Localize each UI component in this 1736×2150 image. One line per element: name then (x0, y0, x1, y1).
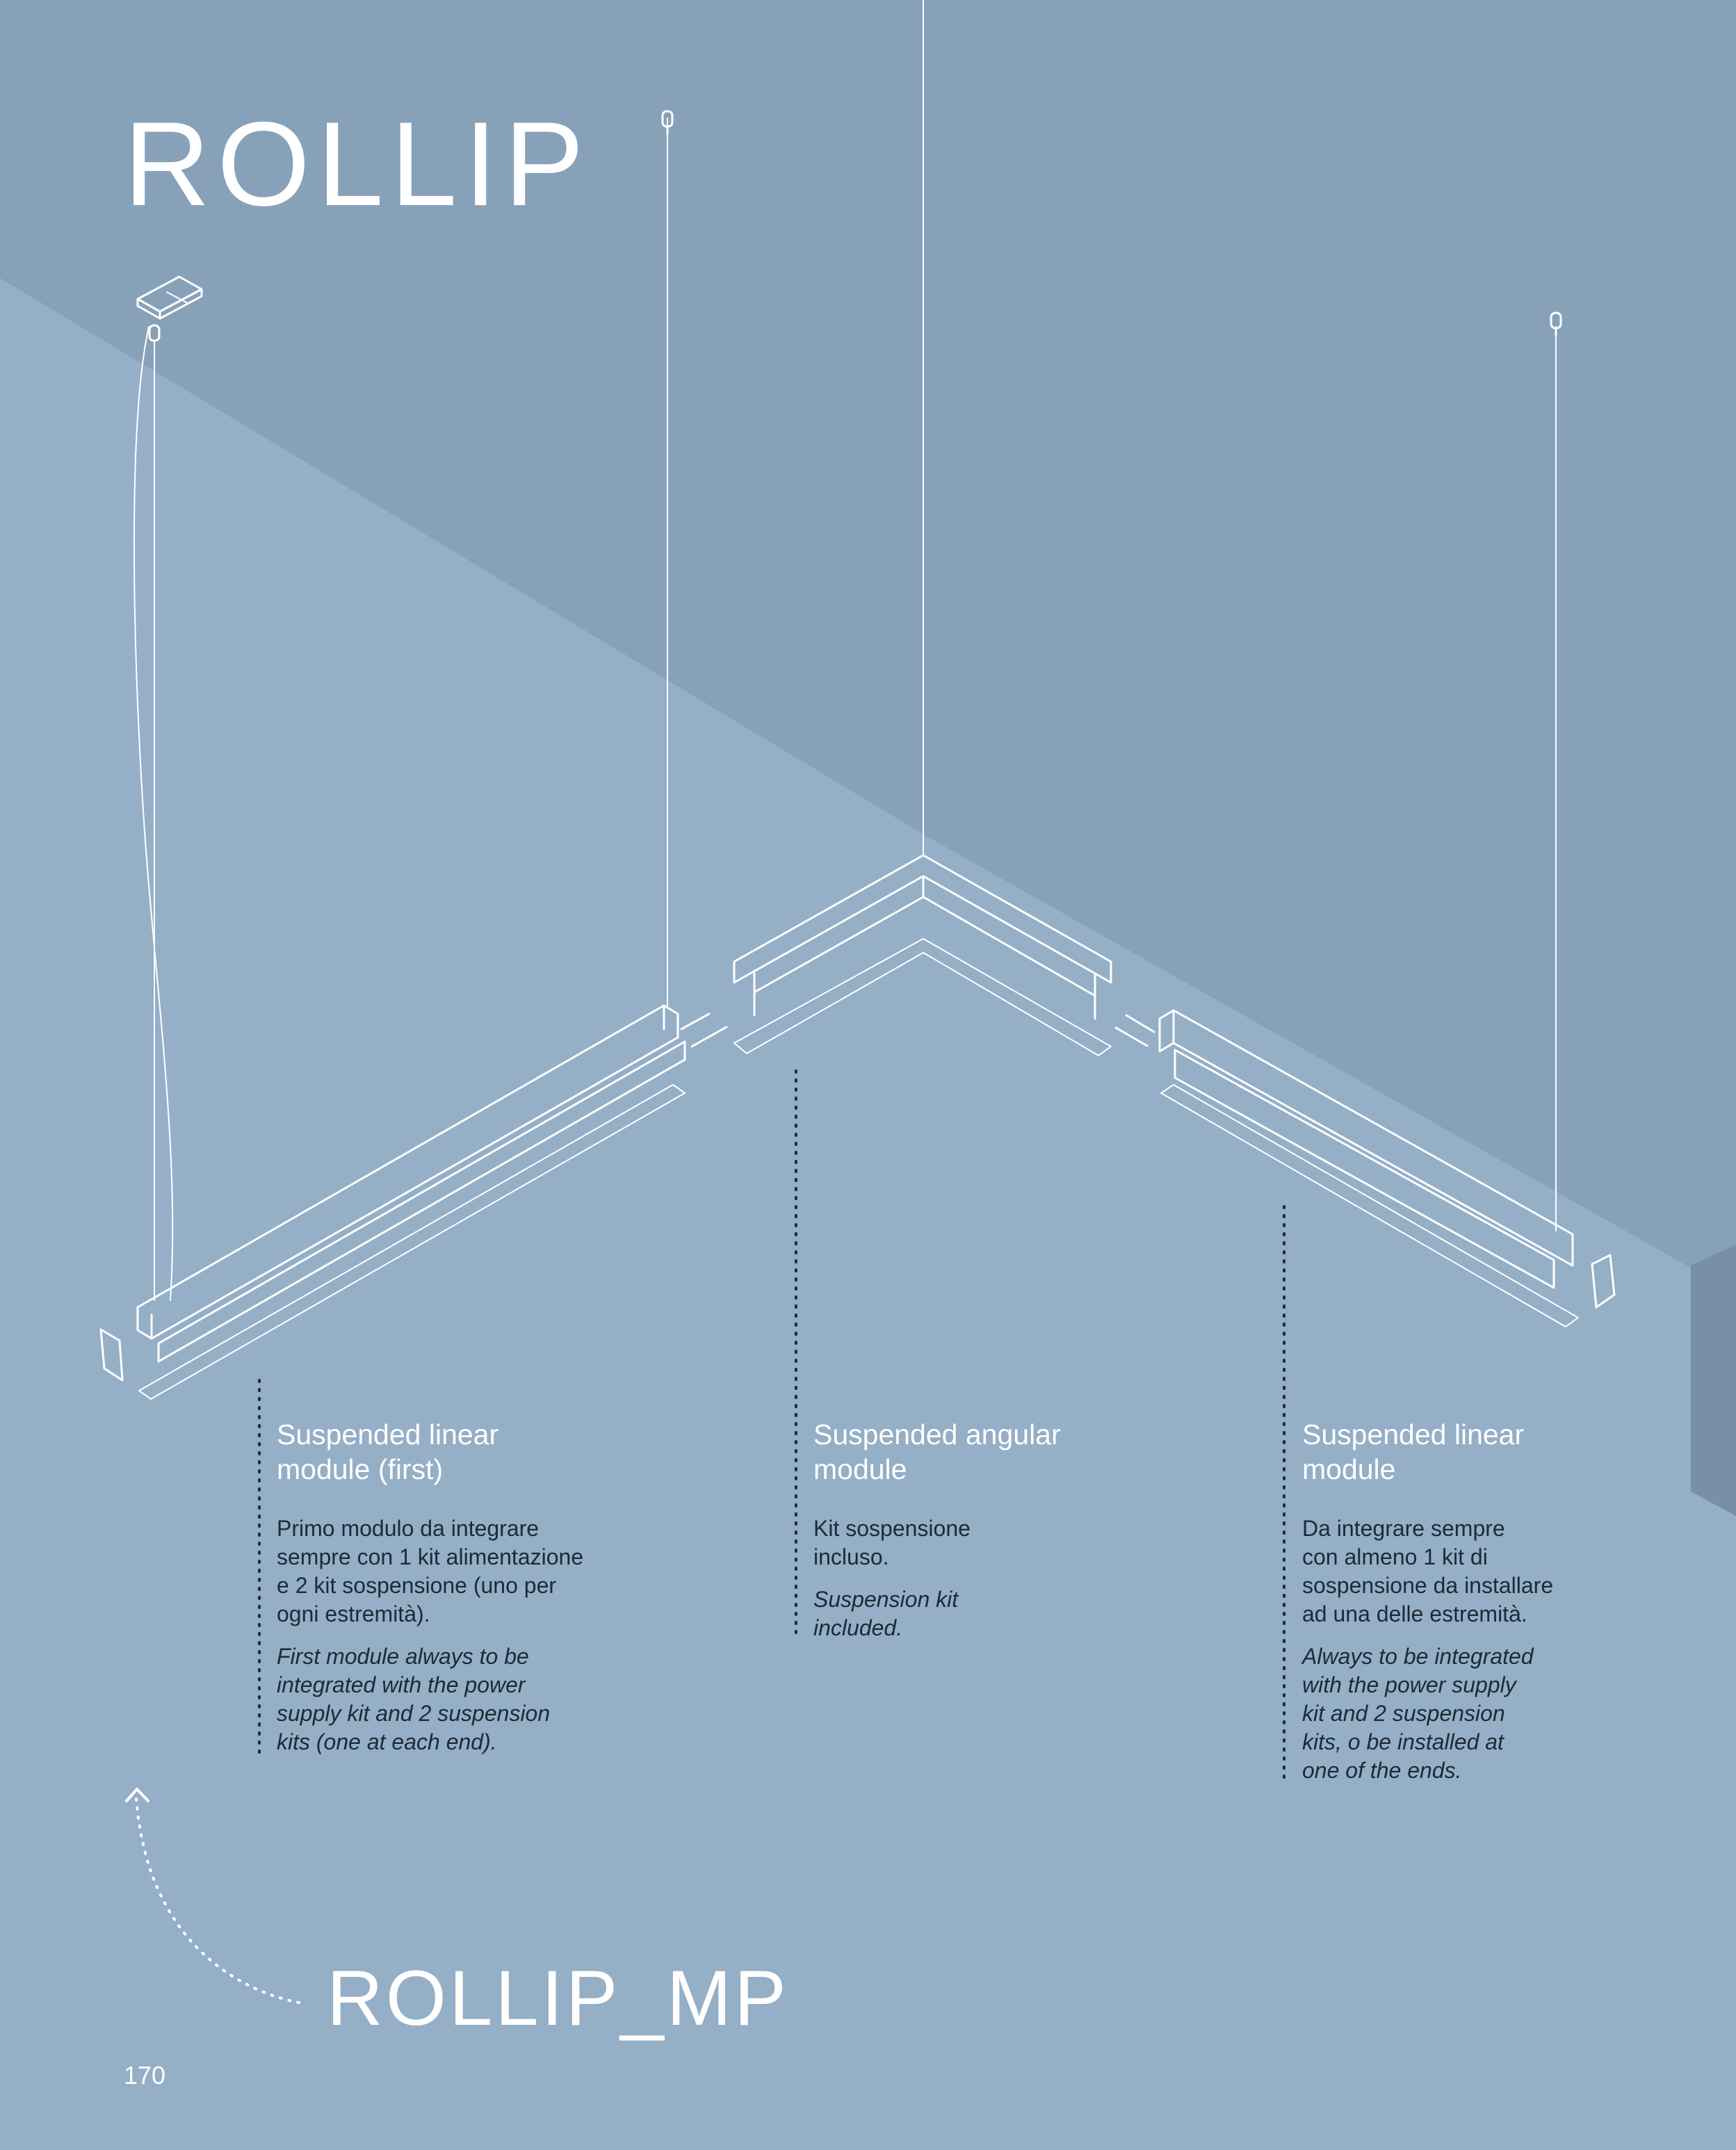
page-number: 170 (124, 2061, 166, 2090)
module-description-linear (1302, 1417, 1664, 1785)
module-description-angular (813, 1417, 1175, 1642)
page-edge-tab (1691, 1245, 1736, 1516)
module-text-it: Primo modulo da integrare sempre con 1 kit alimentazione e 2 kit sospensione (uno per ogni estremità). (277, 1516, 584, 1626)
module-title: Suspended linear module (first) (277, 1418, 499, 1485)
module-text-it: Da integrare sempre con almeno 1 kit di sospensione da installare ad una delle estremità. (1302, 1516, 1554, 1626)
module-text-en: Always to be integrated with the power supply kit and 2 suspension kits, o be installed at one of the ends. (1302, 1644, 1534, 1783)
module-text-en: Suspension kit included. (813, 1587, 959, 1640)
module-description-first (277, 1417, 638, 1756)
module-title: Suspended linear module (1302, 1418, 1525, 1485)
product-code: ROLLIP_MP (327, 1955, 789, 2042)
module-title: Suspended angular module (813, 1418, 1061, 1485)
page-title: ROLLIP (124, 97, 591, 231)
module-text-en: First module always to be integrated with the power supply kit and 2 suspension kits (one at each end). (277, 1644, 551, 1754)
module-text-it: Kit sospensione incluso. (813, 1516, 971, 1569)
